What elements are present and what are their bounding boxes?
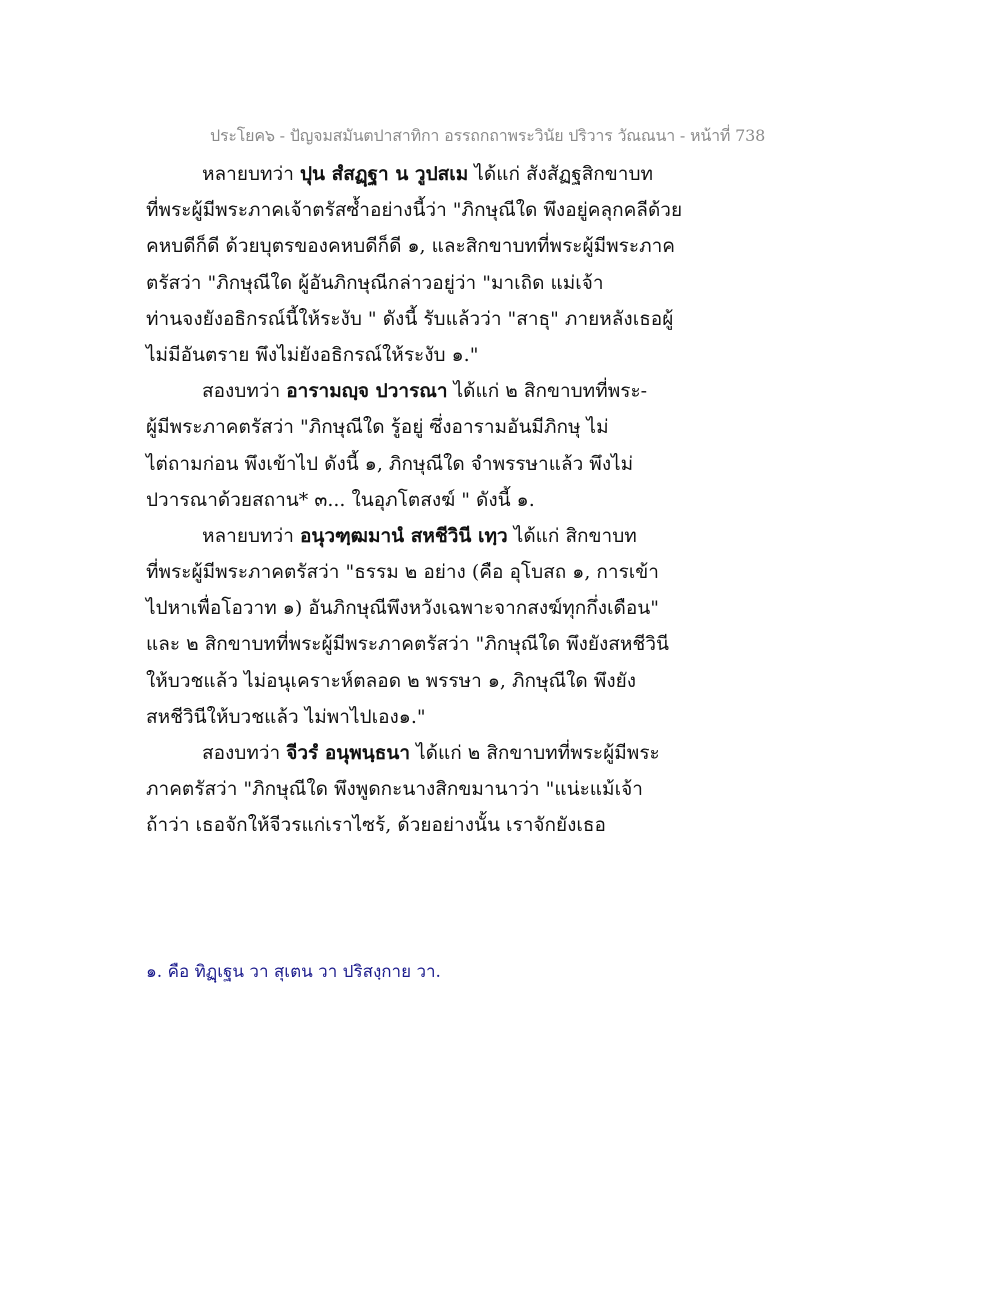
text-line: หลายบทว่า ปุน สํสฏฺฐา น วูปสเม ได้แก่ สังสัฏฐสิกขาบท (202, 163, 654, 185)
paragraph-2 (146, 373, 686, 518)
text-line: ไต่ถามก่อน พึงเข้าไป ดังนี้ ๑, ภิกษุณีใด จำพรรษาแล้ว พึงไม่ (146, 452, 634, 475)
text-line: สองบทว่า อารามญฺจ ปวารณา ได้แก่ ๒ สิกขาบทที่พระ- (202, 380, 648, 403)
paragraph-3 (146, 518, 686, 735)
text-line: ท่านจงยังอธิกรณ์นี้ให้ระงับ " ดังนี้ รับแล้วว่า "สาธุ" ภายหลังเธอผู้ (146, 307, 674, 330)
text-line: ให้บวชแล้ว ไม่อนุเคราะห์ตลอด ๒ พรรษา ๑, ภิกษุณีใด พึงยัง (146, 669, 637, 692)
text-line: คหบดีก็ดี ด้วยบุตรของคหบดีก็ดี ๑, และสิกขาบทที่พระผู้มีพระภาค (146, 235, 675, 258)
text-line: และ ๒ สิกขาบทที่พระผู้มีพระภาคตรัสว่า "ภิกษุณีใด พึงยังสหชีวินี (146, 633, 669, 656)
paragraph-1 (146, 156, 686, 373)
pali-term: อารามญฺจ ปวารณา (286, 380, 448, 403)
text-line: สหชีวินีให้บวชแล้ว ไม่พาไปเอง๑." (146, 705, 426, 728)
text-line: ถ้าว่า เธอจักให้จีวรแก่เราไซร้, ด้วยอย่างนั้น เราจักยังเธอ (146, 814, 606, 837)
text-line: สองบทว่า จีวรํ อนุพนฺธนา ได้แก่ ๒ สิกขาบทที่พระผู้มีพระ (202, 742, 660, 764)
pali-term: จีวรํ อนุพนฺธนา (286, 742, 411, 764)
pali-term: ปุน สํสฏฺฐา น วูปสเม (299, 163, 469, 185)
text-line: ไปหาเพื่อโอวาท ๑) อันภิกษุณีพึงหวังเฉพาะจากสงฆ์ทุกกึ่งเดือน" (146, 597, 660, 620)
text-line: ภาคตรัสว่า "ภิกษุณีใด พึงพูดกะนางสิกขมานาว่า "แน่ะแม้เจ้า (146, 778, 643, 801)
text-line: ตรัสว่า "ภิกษุณีใด ผู้อันภิกษุณีกล่าวอยู่ว่า "มาเถิด แม่เจ้า (146, 271, 604, 294)
text-line: หลายบทว่า อนุวฑฺฒมานํ สหชีวินี เทฺว ได้แก่ สิกขาบท (202, 524, 637, 547)
text-line: ที่พระผู้มีพระภาคตรัสว่า "ธรรม ๒ อย่าง (คือ อุโบสถ ๑, การเข้า (146, 561, 659, 584)
page-header: ประโยค๖ - ปัญจมสมันตปาสาทิกา อรรถกถาพระวินัย ปริวาร วัณณนา - หน้าที่ 738 (210, 126, 766, 145)
body-text (146, 156, 686, 844)
text-line: ปวารณาด้วยสถาน* ๓... ในอุภโตสงฆ์ " ดังนี้ ๑. (146, 488, 535, 511)
pali-term: อนุวฑฺฒมานํ สหชีวินี เทฺว (299, 524, 508, 547)
text-line: ไม่มีอันตราย พึงไม่ยังอธิกรณ์ให้ระงับ ๑." (146, 343, 479, 366)
paragraph-4 (146, 735, 686, 844)
text-line: ผู้มีพระภาคตรัสว่า "ภิกษุณีใด รู้อยู่ ซึ่งอารามอันมีภิกษุ ไม่ (146, 416, 609, 439)
text-line: ที่พระผู้มีพระภาคเจ้าตรัสซ้ำอย่างนี้ว่า "ภิกษุณีใด พึงอยู่คลุกคลีด้วย (146, 199, 683, 222)
footnote: ๑. คือ ทิฏฺเฐน วา สุเตน วา ปริสงฺกาย วา. (146, 962, 441, 982)
